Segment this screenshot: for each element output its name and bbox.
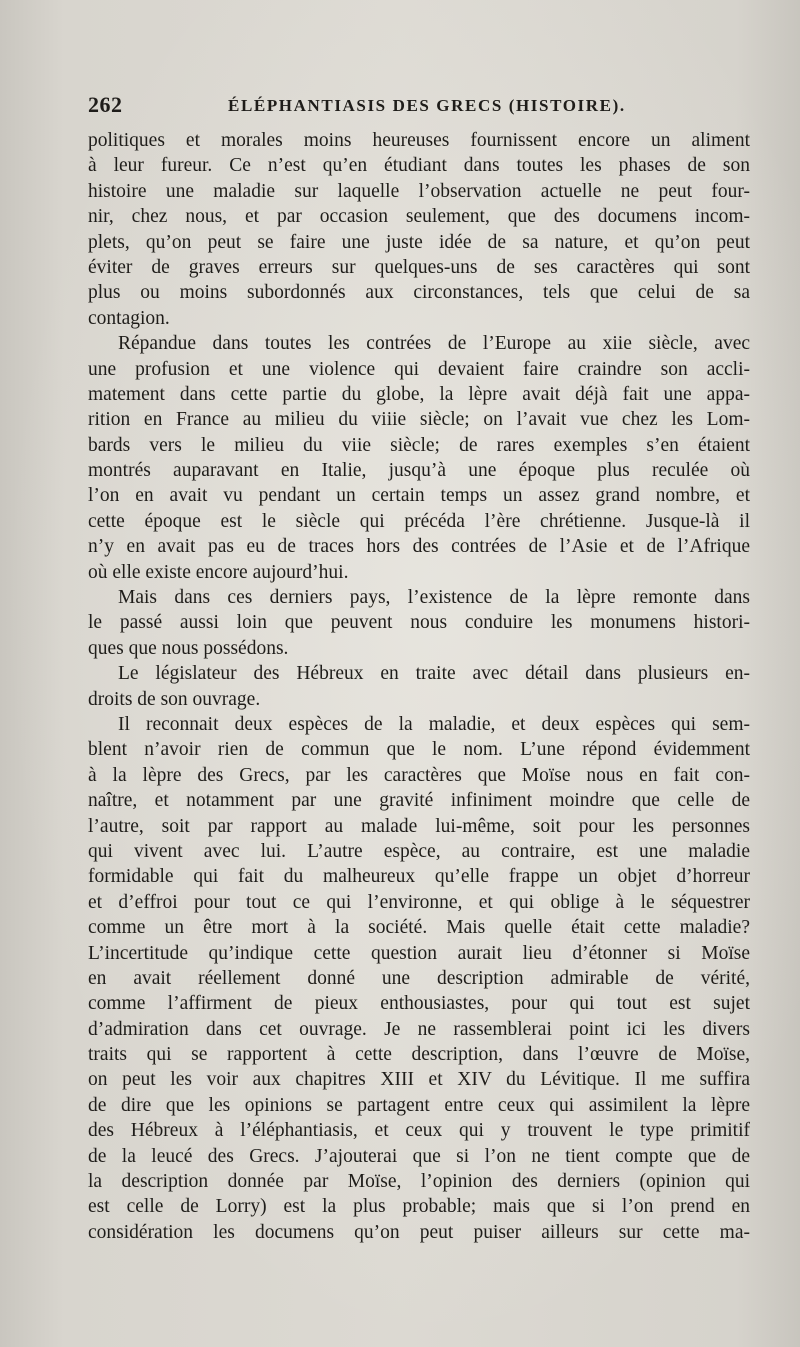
text-line: formidable qui fait du malheureux qu’elle frappe un objet d’horreur: [88, 866, 750, 888]
text-line: on peut les voir aux chapitres XIII et XIV du Lévitique. Il me suffira: [88, 1069, 750, 1091]
page-header: [88, 92, 748, 122]
text-line: à la lèpre des Grecs, par les caractères que Moïse nous en fait con-: [88, 764, 750, 786]
text-line: plets, qu’on peut se faire une juste idée de sa nature, et qu’on peut: [88, 231, 750, 253]
text-line: Mais dans ces derniers pays, l’existence de la lèpre remonte dans: [118, 587, 750, 609]
text-line: droits de son ouvrage.: [88, 688, 261, 710]
text-line: n’y en avait pas eu de traces hors des contrées de l’Asie et de l’Afrique: [88, 536, 750, 558]
text-line: éviter de graves erreurs sur quelques-uns de ses caractères qui sont: [88, 256, 750, 278]
text-line: histoire une maladie sur laquelle l’observation actuelle ne peut four-: [88, 180, 750, 202]
text-line: en avait réellement donné une description admirable de vérité,: [88, 967, 750, 989]
text-line: rition en France au milieu du viiie siècle; on l’avait vue chez les Lom-: [88, 409, 750, 431]
text-line: de dire que les opinions se partagent entre ceux qui assimilent la lèpre: [88, 1094, 750, 1116]
text-line: une profusion et une violence qui devaient faire craindre son accli-: [88, 358, 750, 380]
text-line: matement dans cette partie du globe, la lèpre avait déjà fait une appa-: [88, 383, 750, 405]
text-line: le passé aussi loin que peuvent nous conduire les monumens histori-: [88, 612, 750, 634]
text-line: nir, chez nous, et par occasion seulement, que des documens incom-: [88, 206, 750, 228]
text-line: où elle existe encore aujourd’hui.: [88, 561, 349, 583]
text-line: est celle de Lorry) est la plus probable; mais que si l’on prend en: [88, 1196, 750, 1218]
page-number: 262: [88, 92, 123, 117]
text-line: bards vers le milieu du viie siècle; de rares exemples s’en étaient: [88, 434, 750, 456]
text-line: l’autre, soit par rapport au malade lui-même, soit pour les personnes: [88, 815, 750, 837]
text-line: naître, et notamment par une gravité infiniment moindre que celle de: [88, 790, 750, 812]
text-line: qui vivent avec lui. L’autre espèce, au contraire, est une maladie: [88, 840, 750, 862]
text-line: cette époque est le siècle qui précéda l’ère chrétienne. Jusque-là il: [88, 510, 750, 532]
text-line: plus ou moins subordonnés aux circonstances, tels que celui de sa: [88, 282, 750, 304]
text-line: comme un être mort à la société. Mais quelle était cette maladie?: [88, 917, 750, 939]
text-line: et d’effroi pour tout ce qui l’environne, et qui oblige à le séquestrer: [88, 891, 750, 913]
running-title: ÉLÉPHANTIASIS DES GRECS (HISTOIRE).: [228, 96, 626, 115]
text-line: politiques et morales moins heureuses fournissent encore un aliment: [88, 130, 750, 151]
text-line: Il reconnait deux espèces de la maladie, et deux espèces qui sem-: [118, 713, 750, 735]
text-line: à leur fureur. Ce n’est qu’en étudiant dans toutes les phases de son: [88, 155, 750, 177]
body-text: [88, 128, 750, 1245]
text-line: considération les documens qu’on peut puiser ailleurs sur cette ma-: [88, 1221, 750, 1243]
text-line: Le législateur des Hébreux en traite avec détail dans plusieurs en-: [118, 663, 750, 685]
text-line: comme l’affirment de pieux enthousiastes, pour qui tout est sujet: [88, 993, 750, 1015]
text-line: traits qui se rapportent à cette description, dans l’œuvre de Moïse,: [88, 1044, 750, 1066]
text-line: montrés auparavant en Italie, jusqu’à une époque plus reculée où: [88, 460, 750, 482]
text-line: Répandue dans toutes les contrées de l’Europe au xiie siècle, avec: [118, 333, 750, 355]
text-line: l’on en avait vu pendant un certain temps un assez grand nombre, et: [88, 485, 750, 507]
text-line: la description donnée par Moïse, l’opinion des derniers (opinion qui: [88, 1171, 750, 1193]
text-line: contagion.: [88, 307, 170, 329]
text-line: de la leucé des Grecs. J’ajouterai que si l’on ne tient compte que de: [88, 1145, 750, 1167]
text-line: des Hébreux à l’éléphantiasis, et ceux qui y trouvent le type primitif: [88, 1120, 750, 1142]
text-line: d’admiration dans cet ouvrage. Je ne rassemblerai point ici les divers: [88, 1018, 750, 1040]
text-line: ques que nous possédons.: [88, 637, 289, 659]
text-line: L’incertitude qu’indique cette question aurait lieu d’étonner si Moïse: [88, 942, 750, 964]
text-line: blent n’avoir rien de commun que le nom. L’une répond évidemment: [88, 739, 750, 761]
